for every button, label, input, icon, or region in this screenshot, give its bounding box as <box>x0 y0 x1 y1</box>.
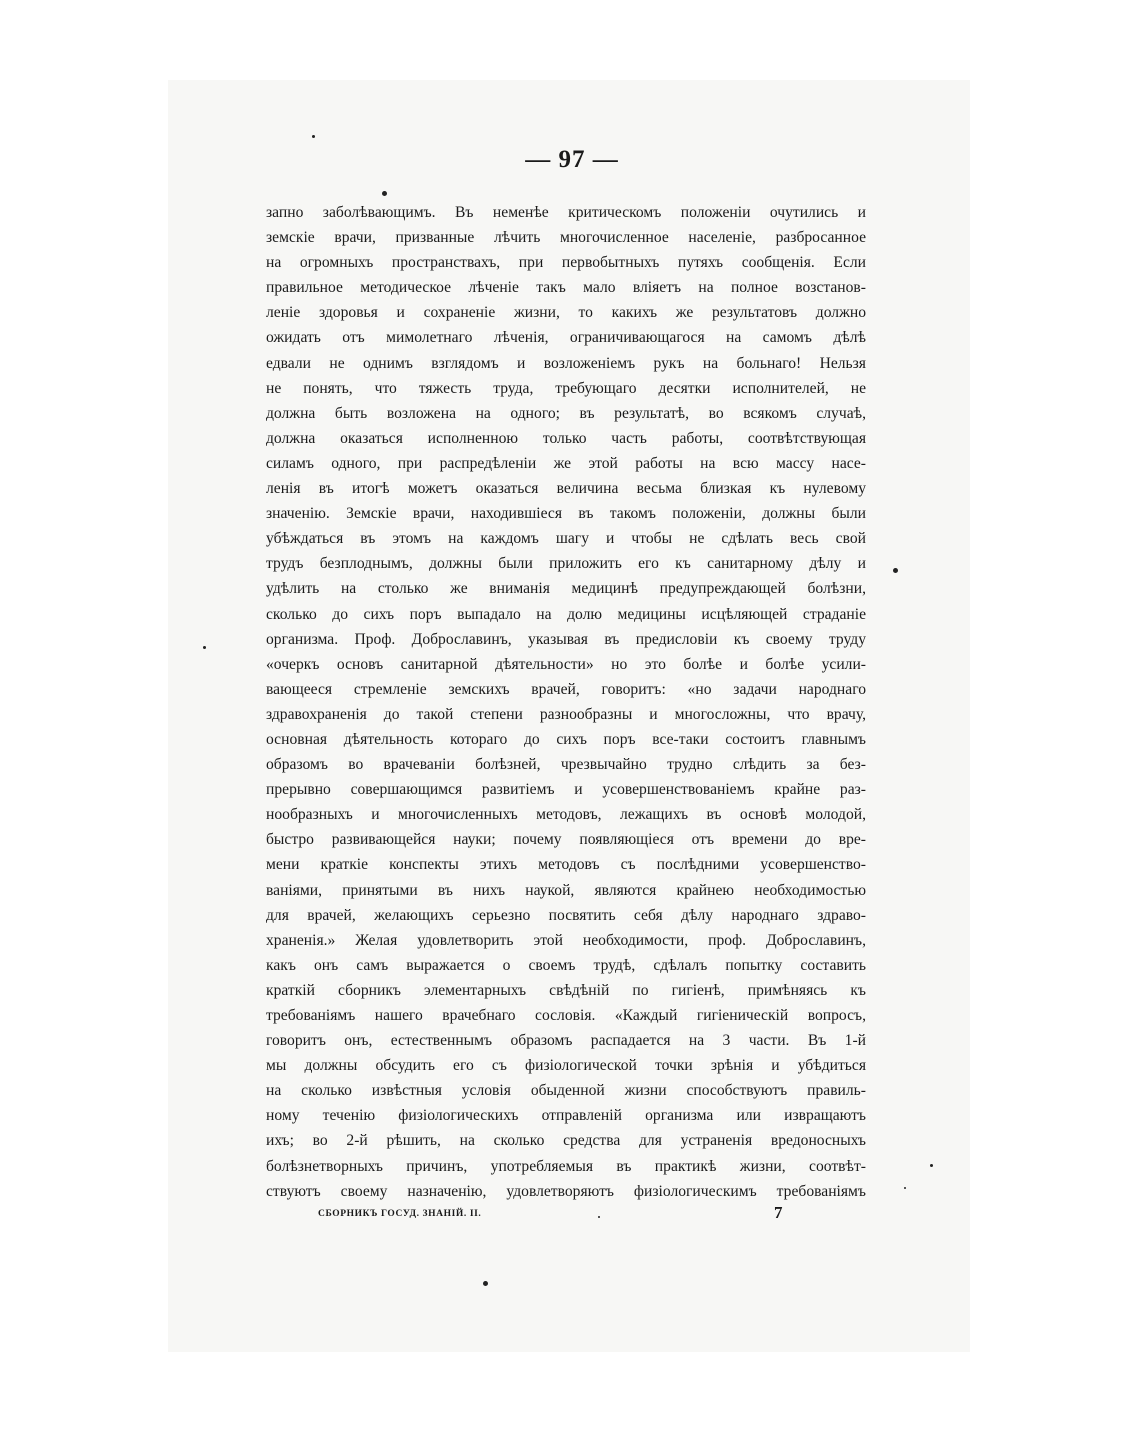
text-line: организма. Проф. Доброславинъ, указывая въ предисловіи къ своему труду <box>266 630 866 648</box>
footer-signature: СБОРНИКЪ ГОСУД. ЗНАНІЙ. II. <box>318 1209 482 1219</box>
text-line: правильное методическое лѣченіе такъ мало вліяетъ на полное возстанов- <box>266 279 866 297</box>
text-line: удѣлить на столько же вниманія медицинѣ предупреждающей болѣзни, <box>266 580 866 598</box>
text-line: ленія въ итогѣ можетъ оказаться величина весьма близкая къ нулевому <box>266 480 866 498</box>
text-line: должна быть возложена на одного; въ результатѣ, во всякомъ случаѣ, <box>266 404 866 422</box>
text-line: ному теченію физіологическихъ отправленій организма или извращаютъ <box>266 1107 866 1125</box>
text-line: на огромныхъ пространствахъ, при первобытныхъ путяхъ сообщенія. Если <box>266 254 866 272</box>
text-line: требованіямъ нашего врачебнаго сословія. «Каждый гигіеническій вопросъ, <box>266 1007 866 1024</box>
text-line: не понять, что тяжесть труда, требующаго десятки исполнителей, не <box>266 379 866 397</box>
text-line: значенію. Земскіе врачи, находившіеся въ такомъ положеніи, должны были <box>266 505 866 523</box>
text-line: запно заболѣвающимъ. Въ неменѣе критическомъ положеніи очутились и <box>266 204 866 221</box>
text-line: вающееся стремленіе земскихъ врачей, говоритъ: «но задачи народнаго <box>266 680 866 698</box>
text-line: силамъ одного, при распредѣленіи же этой работы на всю массу насе- <box>266 454 866 472</box>
text-line: «очеркъ основъ санитарной дѣятельности» но это болѣе и болѣе усили- <box>266 655 866 673</box>
text-line: ихъ; во 2-й рѣшить, на сколько средства для устраненія вредоносныхъ <box>266 1132 866 1150</box>
scan-speck <box>203 646 206 649</box>
text-line: ожидать отъ мимолетнаго лѣченія, ограничивающагося на самомъ дѣлѣ <box>266 329 866 347</box>
sheet-number: 7 <box>774 1203 783 1222</box>
text-line: нообразныхъ и многочисленныхъ методовъ, лежащихъ въ основѣ молодой, <box>266 806 866 824</box>
text-line: болѣзнетворныхъ причинъ, употребляемыя въ практикѣ жизни, соотвѣт- <box>266 1157 866 1175</box>
text-line: храненія.» Желая удовлетворить этой необходимости, проф. Доброславинъ, <box>266 931 866 949</box>
text-line: убѣждаться въ этомъ на каждомъ шагу и чтобы не сдѣлать весь свой <box>266 530 866 548</box>
text-line: краткій сборникъ элементарныхъ свѣдѣній по гигіенѣ, примѣняясь къ <box>266 981 866 999</box>
text-line: образомъ во врачеваніи болѣзней, чрезвычайно трудно слѣдить за без- <box>266 756 866 774</box>
body-text <box>266 200 866 1204</box>
page-number: — 97 — <box>525 146 619 173</box>
text-line: должна оказаться исполненною только часть работы, соотвѣтствующая <box>266 429 866 447</box>
scan-speck <box>382 191 387 196</box>
scan-speck <box>312 135 315 138</box>
text-line: для врачей, желающихъ серьезно посвятить себя дѣлу народнаго здраво- <box>266 906 866 924</box>
text-line: здравохраненія до такой степени разнообразны и многосложны, что врачу, <box>266 705 866 723</box>
scan-speck <box>904 1187 906 1189</box>
text-line: мени краткіе конспекты этихъ методовъ съ послѣдними усовершенство- <box>266 856 866 874</box>
text-line: ваніями, принятыми въ нихъ наукой, являются крайнею необходимостью <box>266 881 866 899</box>
text-line: мы должны обсудить его съ физіологической точки зрѣнія и убѣдиться <box>266 1057 866 1075</box>
text-line: основная дѣятельность котораго до сихъ поръ все-таки состоитъ главнымъ <box>266 730 866 748</box>
text-line: трудъ безплоднымъ, должны были приложить его къ санитарному дѣлу и <box>266 555 866 573</box>
text-line: леніе здоровья и сохраненіе жизни, то какихъ же результатовъ должно <box>266 304 866 322</box>
scan-speck <box>598 1216 600 1218</box>
text-line: ствуютъ своему назначенію, удовлетворяютъ физіологическимъ требованіямъ <box>266 1182 866 1200</box>
text-line: на сколько извѣстныя условія обыденной жизни способствуютъ правиль- <box>266 1082 866 1100</box>
scan-speck <box>483 1281 488 1286</box>
text-line: быстро развивающейся науки; почему появляющіеся отъ времени до вре- <box>266 831 866 849</box>
scan-speck <box>893 568 898 573</box>
text-line: говоритъ онъ, естественнымъ образомъ распадается на 3 части. Въ 1-й <box>266 1032 866 1050</box>
text-line: едвали не однимъ взглядомъ и возложеніемъ рукъ на больнаго! Нельзя <box>266 354 866 372</box>
text-line: земскіе врачи, призванные лѣчить многочисленное населеніе, разбросанное <box>266 229 866 247</box>
scan-speck <box>930 1164 933 1167</box>
text-line: сколько до сихъ поръ выпадало на долю медицины исцѣляющей страданіе <box>266 605 866 623</box>
text-line: какъ онъ самъ выражается о своемъ трудѣ, сдѣлалъ попытку составить <box>266 956 866 974</box>
text-line: прерывно совершающимся развитіемъ и усовершенствованіемъ крайне раз- <box>266 781 866 799</box>
